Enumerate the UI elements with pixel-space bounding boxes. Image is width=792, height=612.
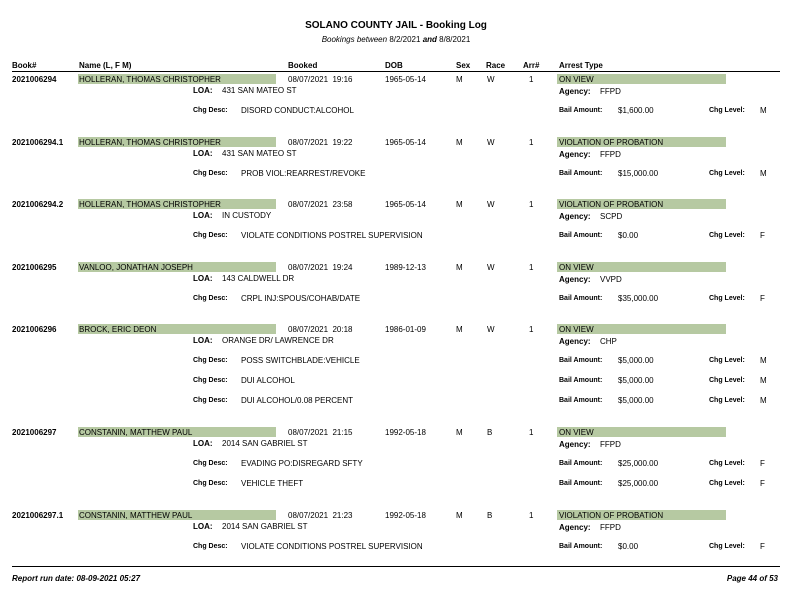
charge-description: EVADING PO:DISREGARD SFTY [241,459,363,468]
header-arrest-type: Arrest Type [559,61,603,70]
header-sex: Sex [456,61,471,70]
header-rule [12,71,780,72]
charge-description: VEHICLE THEFT [241,479,304,488]
booked-datetime: 08/07/2021 19:16 [288,75,353,84]
date-to: 8/8/2021 [439,35,471,44]
chg-desc-label: Chg Desc: [193,377,228,384]
sex: M [456,263,463,272]
loa-label: LOA: [193,86,213,95]
bail-amount-label: Bail Amount: [559,170,603,177]
bail-amount: $0.00 [618,231,639,240]
chg-level-label: Chg Level: [709,357,745,364]
loa-value: 431 SAN MATEO ST [222,86,297,95]
chg-level-label: Chg Level: [709,232,745,239]
charge-description: DUI ALCOHOL/0.08 PERCENT [241,396,354,405]
loa-value: 431 SAN MATEO ST [222,149,297,158]
chg-level-label: Chg Level: [709,460,745,467]
booked-datetime: 08/07/2021 19:22 [288,138,353,147]
chg-desc-label: Chg Desc: [193,170,228,177]
arrest-number: 1 [529,138,534,147]
header-booked: Booked [288,61,318,70]
agency-label: Agency: [559,150,591,159]
date-of-birth: 1965-05-14 [385,138,426,147]
race: B [487,511,493,520]
inmate-name: HOLLERAN, THOMAS CHRISTOPHER [79,138,221,147]
arrest-type: VIOLATION OF PROBATION [559,511,664,520]
footer-rule [12,566,780,567]
charge-description: DUI ALCOHOL [241,376,295,385]
charge-level: M [760,356,767,365]
race: W [487,138,495,147]
chg-desc-label: Chg Desc: [193,460,228,467]
loa-value: 2014 SAN GABRIEL ST [222,439,308,448]
charge-level: M [760,106,767,115]
inmate-name: HOLLERAN, THOMAS CHRISTOPHER [79,75,221,84]
charge-level: F [760,479,765,488]
charge-level: M [760,169,767,178]
bail-amount-label: Bail Amount: [559,480,603,487]
booking-number: 2021006296 [12,325,57,334]
loa-label: LOA: [193,336,213,345]
loa-value: 2014 SAN GABRIEL ST [222,522,308,531]
agency-value: VVPD [600,275,622,284]
bail-amount: $15,000.00 [618,169,659,178]
agency-label: Agency: [559,523,591,532]
charge-description: VIOLATE CONDITIONS POSTREL SUPERVISION [241,542,423,551]
chg-desc-label: Chg Desc: [193,232,228,239]
loa-label: LOA: [193,149,213,158]
bail-amount-label: Bail Amount: [559,107,603,114]
header-book: Book# [12,61,37,70]
chg-level-label: Chg Level: [709,295,745,302]
charge-description: VIOLATE CONDITIONS POSTREL SUPERVISION [241,231,423,240]
chg-desc-label: Chg Desc: [193,357,228,364]
agency-value: FFPD [600,523,621,532]
bail-amount: $5,000.00 [618,396,654,405]
agency-value: FFPD [600,87,621,96]
inmate-name: VANLOO, JONATHAN JOSEPH [79,263,193,272]
agency-label: Agency: [559,87,591,96]
header-race: Race [486,61,506,70]
booking-number: 2021006297 [12,428,57,437]
arrest-number: 1 [529,511,534,520]
agency-label: Agency: [559,212,591,221]
arrest-number: 1 [529,75,534,84]
booked-datetime: 08/07/2021 21:15 [288,428,353,437]
report-subtitle [0,35,792,44]
inmate-name: BROCK, ERIC DEON [79,325,157,334]
header-name: Name (L, F M) [79,61,132,70]
date-of-birth: 1986-01-09 [385,325,426,334]
chg-level-label: Chg Level: [709,543,745,550]
bail-amount: $1,600.00 [618,106,654,115]
charge-description: PROB VIOL:REARREST/REVOKE [241,169,366,178]
loa-label: LOA: [193,274,213,283]
arrest-number: 1 [529,263,534,272]
booked-datetime: 08/07/2021 23:58 [288,200,353,209]
arrest-number: 1 [529,325,534,334]
bail-amount: $25,000.00 [618,459,659,468]
header-dob: DOB [385,61,403,70]
bail-amount-label: Bail Amount: [559,460,603,467]
sex: M [456,200,463,209]
charge-level: F [760,459,765,468]
bail-amount: $0.00 [618,542,639,551]
inmate-name: CONSTANIN, MATTHEW PAUL [79,511,193,520]
chg-desc-label: Chg Desc: [193,107,228,114]
loa-value: ORANGE DR/ LAWRENCE DR [222,336,334,345]
chg-level-label: Chg Level: [709,397,745,404]
race: W [487,75,495,84]
arrest-type: ON VIEW [559,428,594,437]
subtitle-prefix: Bookings between [321,35,388,44]
arrest-type: ON VIEW [559,263,594,272]
bail-amount: $5,000.00 [618,356,654,365]
bail-amount: $5,000.00 [618,376,654,385]
loa-value: 143 CALDWELL DR [222,274,295,283]
sex: M [456,511,463,520]
booking-number: 2021006294.2 [12,200,64,209]
sex: M [456,138,463,147]
sex: M [456,325,463,334]
date-of-birth: 1965-05-14 [385,75,426,84]
subtitle-and: and [422,35,437,44]
date-of-birth: 1992-05-18 [385,428,426,437]
chg-desc-label: Chg Desc: [193,397,228,404]
agency-value: FFPD [600,440,621,449]
arrest-type: VIOLATION OF PROBATION [559,200,664,209]
charge-level: M [760,376,767,385]
arrest-number: 1 [529,428,534,437]
charge-description: CRPL INJ:SPOUS/COHAB/DATE [241,294,361,303]
bail-amount-label: Bail Amount: [559,357,603,364]
chg-level-label: Chg Level: [709,480,745,487]
chg-desc-label: Chg Desc: [193,480,228,487]
bail-amount-label: Bail Amount: [559,295,603,302]
booked-datetime: 08/07/2021 21:23 [288,511,353,520]
date-of-birth: 1992-05-18 [385,511,426,520]
arrest-type: VIOLATION OF PROBATION [559,138,664,147]
agency-label: Agency: [559,337,591,346]
booked-datetime: 08/07/2021 20:18 [288,325,353,334]
loa-label: LOA: [193,439,213,448]
bail-amount-label: Bail Amount: [559,543,603,550]
charge-description: POSS SWITCHBLADE:VEHICLE [241,356,360,365]
inmate-name: HOLLERAN, THOMAS CHRISTOPHER [79,200,221,209]
race: W [487,325,495,334]
charge-level: F [760,542,765,551]
date-of-birth: 1965-05-14 [385,200,426,209]
chg-desc-label: Chg Desc: [193,543,228,550]
chg-level-label: Chg Level: [709,377,745,384]
arrest-type: ON VIEW [559,75,594,84]
loa-label: LOA: [193,211,213,220]
booking-number: 2021006294 [12,75,57,84]
chg-level-label: Chg Level: [709,170,745,177]
agency-value: CHP [600,337,617,346]
agency-value: FFPD [600,150,621,159]
date-from: 8/2/2021 [389,35,421,44]
charge-level: M [760,396,767,405]
chg-desc-label: Chg Desc: [193,295,228,302]
date-of-birth: 1989-12-13 [385,263,426,272]
sex: M [456,428,463,437]
inmate-name: CONSTANIN, MATTHEW PAUL [79,428,193,437]
bail-amount: $35,000.00 [618,294,659,303]
arrest-type: ON VIEW [559,325,594,334]
bail-amount: $25,000.00 [618,479,659,488]
arrest-number: 1 [529,200,534,209]
header-arr: Arr# [523,61,540,70]
booked-datetime: 08/07/2021 19:24 [288,263,353,272]
booking-number: 2021006294.1 [12,138,64,147]
chg-level-label: Chg Level: [709,107,745,114]
charge-level: F [760,294,765,303]
sex: M [456,75,463,84]
race: B [487,428,493,437]
bail-amount-label: Bail Amount: [559,397,603,404]
charge-description: DISORD CONDUCT:ALCOHOL [241,106,354,115]
booking-number: 2021006297.1 [12,511,64,520]
report-run-date: Report run date: 08-09-2021 05:27 [12,574,141,583]
agency-value: SCPD [600,212,623,221]
booking-number: 2021006295 [12,263,57,272]
page-number: Page 44 of 53 [726,574,778,583]
charge-level: F [760,231,765,240]
race: W [487,200,495,209]
race: W [487,263,495,272]
agency-label: Agency: [559,275,591,284]
agency-label: Agency: [559,440,591,449]
bail-amount-label: Bail Amount: [559,232,603,239]
report-title: SOLANO COUNTY JAIL - Booking Log [305,20,487,31]
bail-amount-label: Bail Amount: [559,377,603,384]
loa-value: IN CUSTODY [222,211,272,220]
loa-label: LOA: [193,522,213,531]
